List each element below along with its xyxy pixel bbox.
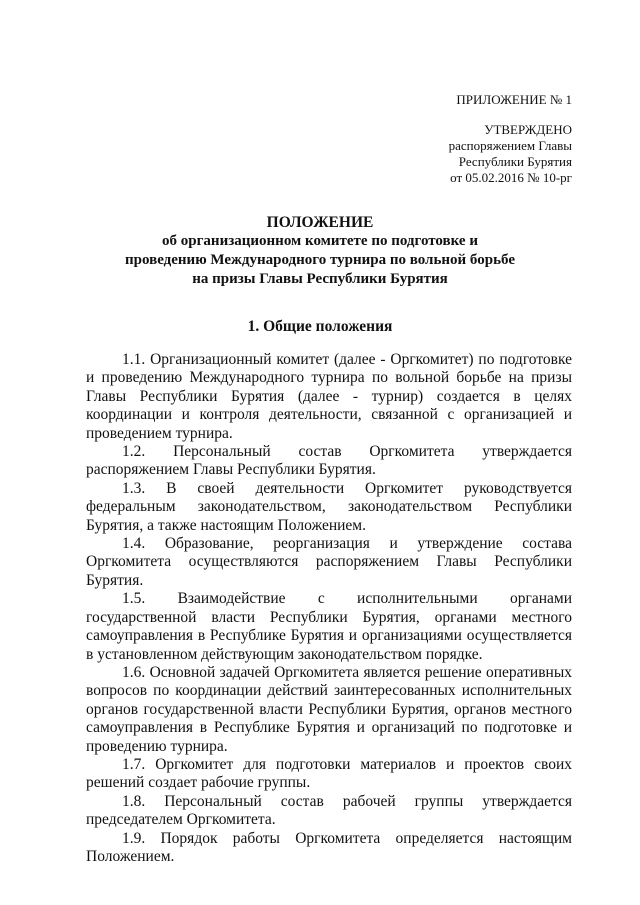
annex-number: ПРИЛОЖЕНИЕ № 1	[456, 92, 572, 107]
paragraph-1-3: 1.3. В своей деятельности Оргкомитет руководствуется федеральным законодательством, законодательством Республики Бурятия, а также настоящим Положением.	[86, 479, 572, 534]
section-heading: 1. Общие положения	[247, 318, 393, 335]
paragraph-1-9: 1.9. Порядок работы Оргкомитета определяется настоящим Положением.	[86, 829, 572, 865]
approval-block	[449, 92, 572, 186]
paragraph-1-8: 1.8. Персональный состав рабочей группы утверждается председателем Оргкомитета.	[86, 792, 572, 829]
approval-line-1: распоряжением Главы	[448, 138, 572, 153]
paragraph-1-2: 1.2. Персональный состав Оргкомитета утверждается распоряжением Главы Республики Бурятия.	[86, 443, 572, 479]
document-body	[86, 351, 572, 866]
title-main: ПОЛОЖЕНИЕ	[266, 214, 374, 231]
document-title	[0, 213, 640, 289]
paragraph-1-4: 1.4. Образование, реорганизация и утверждение состава Оргкомитета осуществляются распоряжением Главы Республики Бурятия.	[86, 535, 572, 589]
approval-date-number: от 05.02.2016 № 10-рг	[450, 170, 572, 185]
title-line-1: об организационном комитете по подготовке и	[162, 233, 478, 249]
paragraph-1-1: 1.1. Организационный комитет (далее - Оргкомитет) по подготовке и проведению Международного турнира по вольной борьбе на призы Главы Республики Бурятия (далее - турнир) создается в целях координации и контроля деятельности, связанной с организацией и проведением турнира.	[86, 351, 572, 442]
approval-line-2: Республики Бурятия	[458, 154, 572, 169]
title-line-3: на призы Главы Республики Бурятия	[192, 271, 448, 287]
approved-label: УТВЕРЖДЕНО	[484, 122, 572, 137]
paragraph-1-5: 1.5. Взаимодействие с исполнительными органами государственной власти Республики Бурятия, органами местного самоуправления в Республике Бурятия и организациями осуществляется в установленном действующим законодательством порядке.	[86, 590, 572, 663]
paragraph-1-6: 1.6. Основной задачей Оргкомитета является решение оперативных вопросов по координации действий заинтересованных исполнительных органов государственной власти Республики Бурятия, органов местного самоуправления в Республике Бурятия и организаций по подготовке и проведению турнира.	[86, 663, 572, 755]
paragraph-1-7: 1.7. Оргкомитет для подготовки материалов и проектов своих решений создает рабочие группы.	[86, 755, 572, 792]
title-line-2: проведению Международного турнира по вольной борьбе	[125, 252, 515, 268]
